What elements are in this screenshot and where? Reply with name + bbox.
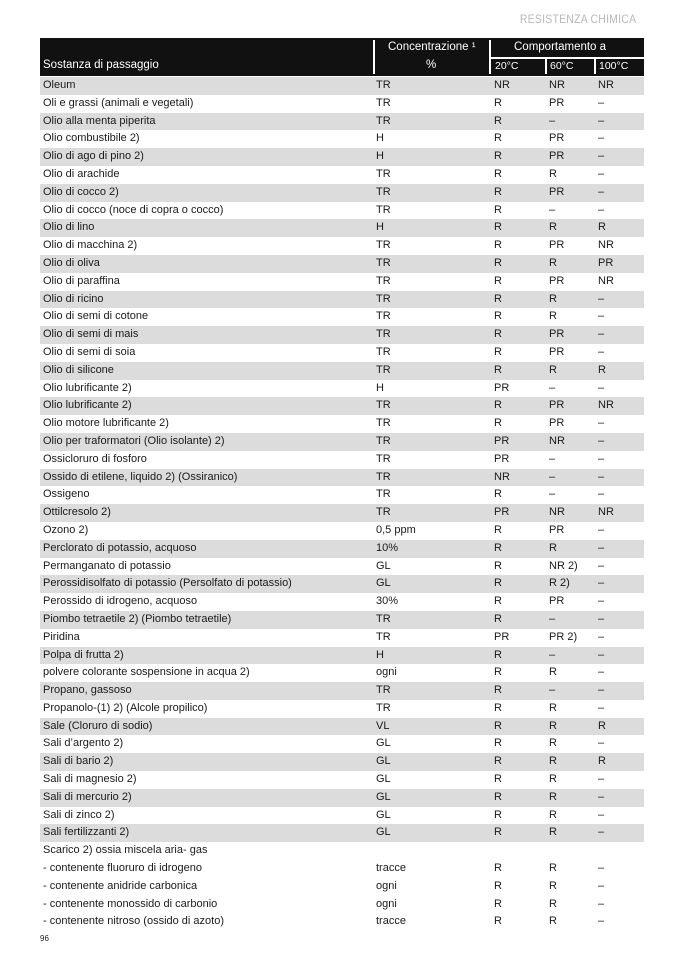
cell-substance: Olio lubrificante 2) bbox=[43, 381, 132, 394]
cell-temp-100: – bbox=[598, 114, 605, 127]
cell-temp-60: R bbox=[549, 862, 557, 875]
cell-substance: Propano, gassoso bbox=[43, 684, 132, 697]
cell-concentration: tracce bbox=[376, 915, 406, 928]
cell-temp-60: – bbox=[549, 114, 556, 127]
table-row bbox=[40, 237, 644, 255]
table-row bbox=[40, 486, 644, 504]
table-row bbox=[40, 647, 644, 665]
cell-substance: Piridina bbox=[43, 630, 80, 643]
cell-temp-60: R bbox=[549, 701, 557, 714]
cell-concentration: GL bbox=[376, 773, 391, 786]
cell-concentration: TR bbox=[376, 185, 391, 198]
header-concentration: Concentrazione ¹ bbox=[388, 41, 476, 53]
header-temp-60: 60°C bbox=[550, 60, 574, 72]
table-row bbox=[40, 397, 644, 415]
cell-temp-100: – bbox=[598, 488, 605, 501]
cell-concentration: 0,5 ppm bbox=[376, 523, 416, 536]
cell-temp-20: R bbox=[494, 595, 502, 608]
page-number: 96 bbox=[40, 934, 49, 943]
cell-concentration: GL bbox=[376, 577, 391, 590]
cell-temp-60: PR bbox=[549, 417, 565, 430]
table-row bbox=[40, 219, 644, 237]
cell-substance: Sale (Cloruro di sodio) bbox=[43, 719, 153, 732]
cell-temp-100: – bbox=[598, 666, 605, 679]
cell-concentration: TR bbox=[376, 292, 391, 305]
cell-temp-100: – bbox=[598, 559, 605, 572]
cell-substance: Perclorato di potassio, acquoso bbox=[43, 541, 197, 554]
table-row bbox=[40, 860, 644, 878]
cell-temp-20: R bbox=[494, 185, 502, 198]
cell-concentration: TR bbox=[376, 167, 391, 180]
cell-substance: Olio motore lubrificante 2) bbox=[43, 417, 169, 430]
cell-temp-100: NR bbox=[598, 399, 614, 412]
cell-temp-20: PR bbox=[494, 452, 510, 465]
cell-temp-60: PR bbox=[549, 274, 565, 287]
cell-temp-60: PR bbox=[549, 523, 565, 536]
cell-temp-60: – bbox=[549, 381, 556, 394]
cell-temp-20: R bbox=[494, 363, 502, 376]
table-row bbox=[40, 789, 644, 807]
cell-concentration: ogni bbox=[376, 897, 397, 910]
cell-substance: Olio di paraffina bbox=[43, 274, 120, 287]
cell-temp-60: PR bbox=[549, 399, 565, 412]
cell-temp-100: – bbox=[598, 292, 605, 305]
cell-substance: - contenente nitroso (ossido di azoto) bbox=[43, 915, 224, 928]
table-row bbox=[40, 433, 644, 451]
cell-temp-60: R bbox=[549, 773, 557, 786]
cell-concentration: TR bbox=[376, 79, 391, 91]
cell-temp-60: R bbox=[549, 790, 557, 803]
cell-temp-20: R bbox=[494, 879, 502, 892]
cell-substance: Sali di zinco 2) bbox=[43, 808, 115, 821]
cell-temp-60: R bbox=[549, 719, 557, 732]
cell-temp-100: – bbox=[598, 790, 605, 803]
divider bbox=[490, 57, 644, 59]
cell-temp-100: – bbox=[598, 132, 605, 145]
cell-temp-60: R bbox=[549, 541, 557, 554]
table-header bbox=[40, 38, 644, 76]
cell-temp-100: – bbox=[598, 826, 605, 839]
cell-concentration: TR bbox=[376, 203, 391, 216]
cell-substance: Perossidisolfato di potassio (Persolfato di potassio) bbox=[43, 577, 292, 590]
cell-temp-20: R bbox=[494, 96, 502, 109]
cell-concentration: TR bbox=[376, 96, 391, 109]
cell-temp-100: – bbox=[598, 630, 605, 643]
cell-concentration: H bbox=[376, 648, 384, 661]
cell-temp-60: PR bbox=[549, 96, 565, 109]
cell-temp-20: PR bbox=[494, 630, 510, 643]
header-substance: Sostanza di passaggio bbox=[43, 59, 159, 71]
cell-temp-60: – bbox=[549, 470, 556, 483]
cell-substance: Olio di cocco 2) bbox=[43, 185, 119, 198]
table-row bbox=[40, 807, 644, 825]
cell-substance: Piombo tetraetile 2) (Piombo tetraetile) bbox=[43, 612, 232, 625]
table-row bbox=[40, 148, 644, 166]
table-row bbox=[40, 380, 644, 398]
cell-concentration: tracce bbox=[376, 862, 406, 875]
cell-concentration: TR bbox=[376, 256, 391, 269]
cell-temp-100: – bbox=[598, 862, 605, 875]
cell-concentration: H bbox=[376, 150, 384, 163]
cell-temp-100: – bbox=[598, 523, 605, 536]
cell-temp-60: R bbox=[549, 221, 557, 234]
cell-temp-20: R bbox=[494, 488, 502, 501]
cell-temp-60: NR 2) bbox=[549, 559, 578, 572]
cell-substance: Oleum bbox=[43, 79, 76, 91]
cell-temp-20: R bbox=[494, 737, 502, 750]
divider bbox=[594, 59, 596, 74]
table-row bbox=[40, 824, 644, 842]
cell-temp-20: R bbox=[494, 345, 502, 358]
cell-substance: Olio di ago di pino 2) bbox=[43, 150, 144, 163]
header-temp-20: 20°C bbox=[495, 60, 519, 72]
cell-concentration: TR bbox=[376, 114, 391, 127]
table-row bbox=[40, 95, 644, 113]
cell-substance: Ozono 2) bbox=[43, 523, 89, 536]
cell-temp-60: – bbox=[549, 648, 556, 661]
cell-substance: Propanolo-(1) 2) (Alcole propilico) bbox=[43, 701, 208, 714]
cell-concentration: VL bbox=[376, 719, 390, 732]
cell-temp-20: R bbox=[494, 862, 502, 875]
cell-temp-20: R bbox=[494, 417, 502, 430]
table-row bbox=[40, 469, 644, 487]
table-row bbox=[40, 113, 644, 131]
cell-temp-20: R bbox=[494, 274, 502, 287]
cell-substance: Sali di bario 2) bbox=[43, 755, 114, 768]
table-row bbox=[40, 522, 644, 540]
table-row bbox=[40, 184, 644, 202]
header-temp-100: 100°C bbox=[599, 60, 629, 72]
cell-temp-20: PR bbox=[494, 434, 510, 447]
cell-temp-100: R bbox=[598, 719, 606, 732]
cell-temp-100: – bbox=[598, 452, 605, 465]
cell-substance: Olio di macchina 2) bbox=[43, 239, 138, 252]
cell-temp-100: NR bbox=[598, 239, 614, 252]
cell-temp-100: NR bbox=[598, 274, 614, 287]
cell-temp-20: R bbox=[494, 701, 502, 714]
table-row bbox=[40, 753, 644, 771]
cell-concentration: TR bbox=[376, 470, 391, 483]
table-row bbox=[40, 682, 644, 700]
cell-concentration: GL bbox=[376, 559, 391, 572]
cell-substance: Perossido di idrogeno, acquoso bbox=[43, 595, 198, 608]
table-row bbox=[40, 664, 644, 682]
cell-substance: Ossigeno bbox=[43, 488, 90, 501]
cell-temp-20: R bbox=[494, 790, 502, 803]
cell-temp-100: R bbox=[598, 221, 606, 234]
divider bbox=[373, 40, 375, 74]
cell-concentration: TR bbox=[376, 612, 391, 625]
cell-temp-100: – bbox=[598, 897, 605, 910]
cell-substance: Sali di mercurio 2) bbox=[43, 790, 132, 803]
chemical-resistance-table bbox=[40, 77, 644, 931]
table-row bbox=[40, 700, 644, 718]
header-concentration-unit: % bbox=[426, 59, 437, 71]
table-row bbox=[40, 344, 644, 362]
cell-temp-60: NR bbox=[549, 506, 565, 519]
cell-substance: Olio per traformatori (Olio isolante) 2) bbox=[43, 434, 225, 447]
cell-temp-100: – bbox=[598, 879, 605, 892]
cell-substance: Olio di cocco (noce di copra o cocco) bbox=[43, 203, 224, 216]
cell-temp-60: R bbox=[549, 915, 557, 928]
cell-temp-100: PR bbox=[598, 256, 614, 269]
cell-temp-60: R bbox=[549, 808, 557, 821]
cell-temp-20: R bbox=[494, 719, 502, 732]
table-row bbox=[40, 202, 644, 220]
cell-concentration: GL bbox=[376, 808, 391, 821]
cell-temp-60: R bbox=[549, 256, 557, 269]
table-row bbox=[40, 291, 644, 309]
cell-concentration: GL bbox=[376, 826, 391, 839]
cell-temp-60: – bbox=[549, 684, 556, 697]
table-row bbox=[40, 611, 644, 629]
table-row bbox=[40, 718, 644, 736]
cell-substance: - contenente monossido di carbonio bbox=[43, 897, 218, 910]
cell-substance: Olio di oliva bbox=[43, 256, 100, 269]
cell-substance: Olio di semi di mais bbox=[43, 328, 139, 341]
cell-temp-20: R bbox=[494, 256, 502, 269]
cell-concentration: TR bbox=[376, 684, 391, 697]
cell-temp-60: PR bbox=[549, 345, 565, 358]
cell-substance: - contenente fluoruro di idrogeno bbox=[43, 862, 202, 875]
cell-temp-100: – bbox=[598, 684, 605, 697]
cell-concentration: 30% bbox=[376, 595, 399, 608]
cell-temp-20: R bbox=[494, 666, 502, 679]
cell-substance: Olio lubrificante 2) bbox=[43, 399, 132, 412]
cell-temp-20: R bbox=[494, 648, 502, 661]
cell-concentration: H bbox=[376, 381, 384, 394]
cell-temp-100: – bbox=[598, 737, 605, 750]
cell-temp-100: – bbox=[598, 328, 605, 341]
cell-temp-20: R bbox=[494, 167, 502, 180]
cell-temp-100: NR bbox=[598, 506, 614, 519]
cell-concentration: ogni bbox=[376, 879, 397, 892]
table-row bbox=[40, 273, 644, 291]
cell-temp-20: R bbox=[494, 310, 502, 323]
table-row bbox=[40, 896, 644, 914]
cell-temp-60: R bbox=[549, 897, 557, 910]
cell-temp-20: R bbox=[494, 541, 502, 554]
cell-temp-60: PR bbox=[549, 185, 565, 198]
cell-temp-100: NR bbox=[598, 79, 614, 91]
cell-substance: Ottilcresolo 2) bbox=[43, 506, 111, 519]
cell-concentration: GL bbox=[376, 755, 391, 768]
cell-concentration: TR bbox=[376, 363, 391, 376]
table-row bbox=[40, 77, 644, 95]
cell-temp-20: PR bbox=[494, 381, 510, 394]
header-behaviour: Comportamento a bbox=[514, 41, 607, 53]
cell-concentration: TR bbox=[376, 434, 391, 447]
cell-concentration: TR bbox=[376, 506, 391, 519]
cell-temp-20: R bbox=[494, 826, 502, 839]
cell-temp-20: R bbox=[494, 150, 502, 163]
table-row bbox=[40, 415, 644, 433]
cell-temp-20: R bbox=[494, 773, 502, 786]
cell-temp-60: PR bbox=[549, 150, 565, 163]
cell-concentration: TR bbox=[376, 488, 391, 501]
cell-temp-20: R bbox=[494, 577, 502, 590]
cell-substance: Scarico 2) ossia miscela aria- gas bbox=[43, 844, 208, 857]
cell-concentration: TR bbox=[376, 328, 391, 341]
cell-concentration: TR bbox=[376, 310, 391, 323]
cell-temp-100: – bbox=[598, 167, 605, 180]
cell-concentration: H bbox=[376, 221, 384, 234]
cell-temp-100: – bbox=[598, 595, 605, 608]
cell-substance: Ossido di etilene, liquido 2) (Ossiranico) bbox=[43, 470, 238, 483]
table-row bbox=[40, 504, 644, 522]
cell-temp-100: – bbox=[598, 417, 605, 430]
cell-temp-60: R 2) bbox=[549, 577, 570, 590]
cell-temp-20: R bbox=[494, 684, 502, 697]
cell-concentration: TR bbox=[376, 239, 391, 252]
table-row bbox=[40, 326, 644, 344]
cell-substance: Sali di magnesio 2) bbox=[43, 773, 137, 786]
cell-temp-60: – bbox=[549, 452, 556, 465]
section-title: RESISTENZA CHIMICA bbox=[519, 12, 636, 26]
cell-temp-100: – bbox=[598, 96, 605, 109]
cell-temp-60: R bbox=[549, 755, 557, 768]
cell-temp-20: R bbox=[494, 114, 502, 127]
cell-temp-100: – bbox=[598, 470, 605, 483]
table-row bbox=[40, 913, 644, 931]
table-row bbox=[40, 771, 644, 789]
cell-temp-60: R bbox=[549, 292, 557, 305]
cell-substance: Olio di semi di cotone bbox=[43, 310, 149, 323]
cell-concentration: TR bbox=[376, 399, 391, 412]
cell-temp-20: NR bbox=[494, 470, 510, 483]
cell-temp-60: R bbox=[549, 666, 557, 679]
cell-temp-60: R bbox=[549, 363, 557, 376]
cell-temp-20: R bbox=[494, 915, 502, 928]
table-row bbox=[40, 593, 644, 611]
cell-temp-100: – bbox=[598, 310, 605, 323]
cell-temp-100: – bbox=[598, 434, 605, 447]
cell-temp-100: – bbox=[598, 381, 605, 394]
cell-temp-60: PR bbox=[549, 239, 565, 252]
cell-substance: Olio di lino bbox=[43, 221, 95, 234]
cell-temp-100: – bbox=[598, 808, 605, 821]
cell-temp-100: – bbox=[598, 612, 605, 625]
cell-substance: Olio di semi di soia bbox=[43, 345, 136, 358]
cell-substance: Ossicloruro di fosforo bbox=[43, 452, 147, 465]
cell-temp-100: – bbox=[598, 203, 605, 216]
cell-temp-60: – bbox=[549, 203, 556, 216]
cell-concentration: TR bbox=[376, 345, 391, 358]
table-row bbox=[40, 629, 644, 647]
cell-temp-60: PR bbox=[549, 132, 565, 145]
table-row bbox=[40, 362, 644, 380]
cell-substance: Olio di arachide bbox=[43, 167, 120, 180]
cell-temp-20: R bbox=[494, 612, 502, 625]
cell-concentration: H bbox=[376, 132, 384, 145]
cell-substance: Sali fertilizzanti 2) bbox=[43, 826, 130, 839]
cell-temp-20: R bbox=[494, 897, 502, 910]
cell-concentration: GL bbox=[376, 737, 391, 750]
cell-substance: polvere colorante sospensione in acqua 2) bbox=[43, 666, 250, 679]
table-row bbox=[40, 451, 644, 469]
cell-temp-60: R bbox=[549, 167, 557, 180]
cell-temp-20: R bbox=[494, 132, 502, 145]
cell-temp-20: R bbox=[494, 755, 502, 768]
cell-substance: Olio di ricino bbox=[43, 292, 104, 305]
cell-concentration: GL bbox=[376, 790, 391, 803]
cell-concentration: ogni bbox=[376, 666, 397, 679]
cell-temp-20: R bbox=[494, 559, 502, 572]
cell-temp-60: PR bbox=[549, 595, 565, 608]
cell-concentration: TR bbox=[376, 701, 391, 714]
cell-temp-20: R bbox=[494, 808, 502, 821]
cell-temp-60: PR bbox=[549, 328, 565, 341]
table-row bbox=[40, 308, 644, 326]
cell-temp-20: R bbox=[494, 399, 502, 412]
table-row bbox=[40, 575, 644, 593]
cell-temp-100: – bbox=[598, 185, 605, 198]
cell-substance: Sali d’argento 2) bbox=[43, 737, 124, 750]
cell-temp-100: – bbox=[598, 150, 605, 163]
cell-temp-60: NR bbox=[549, 79, 565, 91]
cell-temp-20: R bbox=[494, 328, 502, 341]
cell-substance: Olio combustibile 2) bbox=[43, 132, 140, 145]
cell-temp-20: NR bbox=[494, 79, 510, 91]
cell-substance: Polpa di frutta 2) bbox=[43, 648, 124, 661]
divider bbox=[545, 59, 547, 74]
cell-concentration: TR bbox=[376, 274, 391, 287]
table-row bbox=[40, 166, 644, 184]
cell-concentration: TR bbox=[376, 630, 391, 643]
cell-temp-60: – bbox=[549, 612, 556, 625]
table-row bbox=[40, 130, 644, 148]
cell-temp-20: R bbox=[494, 523, 502, 536]
cell-temp-100: – bbox=[598, 648, 605, 661]
cell-temp-100: – bbox=[598, 541, 605, 554]
cell-temp-20: R bbox=[494, 221, 502, 234]
table-row bbox=[40, 255, 644, 273]
cell-temp-60: NR bbox=[549, 434, 565, 447]
cell-temp-60: PR 2) bbox=[549, 630, 578, 643]
cell-temp-100: – bbox=[598, 701, 605, 714]
cell-temp-100: – bbox=[598, 915, 605, 928]
table-row bbox=[40, 540, 644, 558]
cell-substance: Olio alla menta piperita bbox=[43, 114, 156, 127]
cell-substance: Oli e grassi (animali e vegetali) bbox=[43, 96, 194, 109]
table-row bbox=[40, 842, 644, 860]
cell-temp-60: R bbox=[549, 879, 557, 892]
cell-temp-100: R bbox=[598, 755, 606, 768]
table-row bbox=[40, 878, 644, 896]
table-row bbox=[40, 735, 644, 753]
cell-temp-60: – bbox=[549, 488, 556, 501]
cell-concentration: TR bbox=[376, 417, 391, 430]
table-row bbox=[40, 558, 644, 576]
cell-temp-20: R bbox=[494, 292, 502, 305]
cell-substance: Olio di silicone bbox=[43, 363, 114, 376]
cell-temp-60: R bbox=[549, 310, 557, 323]
cell-temp-100: – bbox=[598, 577, 605, 590]
cell-temp-60: R bbox=[549, 826, 557, 839]
cell-concentration: 10% bbox=[376, 541, 399, 554]
cell-concentration: TR bbox=[376, 452, 391, 465]
cell-temp-100: R bbox=[598, 363, 606, 376]
cell-temp-100: – bbox=[598, 773, 605, 786]
cell-temp-20: R bbox=[494, 239, 502, 252]
cell-substance: Permanganato di potassio bbox=[43, 559, 171, 572]
cell-temp-100: – bbox=[598, 345, 605, 358]
cell-substance: - contenente anidride carbonica bbox=[43, 879, 198, 892]
cell-temp-20: PR bbox=[494, 506, 510, 519]
cell-temp-60: R bbox=[549, 737, 557, 750]
cell-temp-20: R bbox=[494, 203, 502, 216]
